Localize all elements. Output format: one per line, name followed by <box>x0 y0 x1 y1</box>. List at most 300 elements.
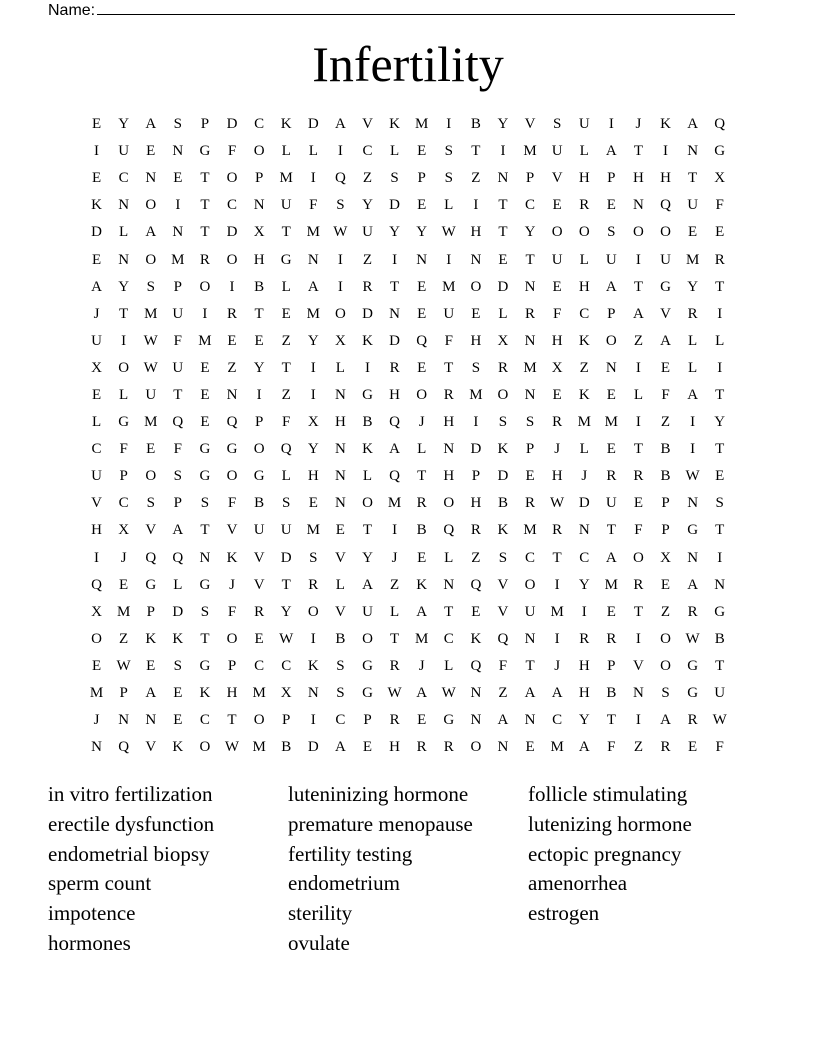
grid-letter[interactable]: V <box>226 522 238 539</box>
grid-letter[interactable]: W <box>224 739 240 756</box>
grid-letter[interactable]: E <box>362 739 373 756</box>
grid-letter[interactable]: O <box>307 603 319 620</box>
grid-letter[interactable]: N <box>226 386 238 403</box>
grid-letter[interactable]: F <box>498 657 508 674</box>
grid-letter[interactable]: I <box>337 251 343 268</box>
grid-letter[interactable]: B <box>470 116 481 133</box>
grid-letter[interactable]: N <box>470 712 482 729</box>
grid-letter[interactable]: I <box>94 143 100 160</box>
grid-letter[interactable]: S <box>498 549 508 566</box>
grid-letter[interactable]: U <box>605 495 617 512</box>
grid-letter[interactable]: J <box>93 305 100 322</box>
grid-letter[interactable]: C <box>525 549 536 566</box>
grid-letter[interactable]: M <box>442 278 456 295</box>
grid-letter[interactable]: H <box>443 414 455 431</box>
grid-letter[interactable]: L <box>715 332 725 349</box>
grid-letter[interactable]: X <box>714 170 726 187</box>
grid-letter[interactable]: I <box>392 251 398 268</box>
grid-letter[interactable]: U <box>524 603 536 620</box>
grid-letter[interactable]: T <box>715 441 725 458</box>
grid-letter[interactable]: T <box>471 143 481 160</box>
grid-letter[interactable]: M <box>685 251 700 268</box>
grid-letter[interactable]: I <box>473 197 479 214</box>
grid-letter[interactable]: K <box>172 630 184 647</box>
grid-letter[interactable]: O <box>470 739 482 756</box>
grid-letter[interactable]: D <box>389 332 400 349</box>
grid-letter[interactable]: M <box>306 224 320 241</box>
grid-letter[interactable]: H <box>470 495 482 512</box>
grid-letter[interactable]: W <box>550 495 565 512</box>
grid-letter[interactable]: T <box>281 576 291 593</box>
grid-letter[interactable]: B <box>335 630 346 647</box>
grid-letter[interactable]: K <box>578 332 590 349</box>
grid-letter[interactable]: Q <box>334 170 346 187</box>
grid-letter[interactable]: F <box>715 197 724 214</box>
grid-letter[interactable]: I <box>94 549 100 566</box>
grid-letter[interactable]: E <box>146 143 156 160</box>
grid-letter[interactable]: E <box>173 712 183 729</box>
grid-letter[interactable]: E <box>173 685 183 702</box>
grid-letter[interactable]: Z <box>471 170 481 187</box>
grid-letter[interactable]: B <box>416 522 427 539</box>
grid-letter[interactable]: M <box>577 414 591 431</box>
grid-letter[interactable]: M <box>469 386 483 403</box>
grid-letter[interactable]: H <box>389 739 400 756</box>
grid-letter[interactable]: S <box>661 685 670 702</box>
grid-letter[interactable]: W <box>441 224 456 241</box>
grid-letter[interactable]: G <box>118 414 130 431</box>
grid-letter[interactable]: K <box>199 685 211 702</box>
grid-letter[interactable]: P <box>661 495 670 512</box>
grid-letter[interactable]: S <box>146 278 155 295</box>
grid-letter[interactable]: K <box>470 630 482 647</box>
grid-letter[interactable]: I <box>310 630 316 647</box>
grid-letter[interactable]: I <box>635 251 641 268</box>
grid-letter[interactable]: E <box>606 197 616 214</box>
grid-letter[interactable]: T <box>633 143 643 160</box>
grid-letter[interactable]: H <box>578 170 590 187</box>
grid-letter[interactable]: P <box>227 657 237 674</box>
grid-letter[interactable]: O <box>633 224 644 241</box>
grid-letter[interactable]: F <box>119 441 128 458</box>
grid-letter[interactable]: I <box>473 414 479 431</box>
grid-letter[interactable]: W <box>279 630 294 647</box>
grid-letter[interactable]: T <box>281 359 291 376</box>
grid-letter[interactable]: G <box>660 278 671 295</box>
grid-letter[interactable]: U <box>118 143 130 160</box>
grid-letter[interactable]: H <box>470 224 482 241</box>
grid-letter[interactable]: O <box>253 441 265 458</box>
grid-letter[interactable]: A <box>605 278 617 295</box>
grid-letter[interactable]: E <box>552 197 562 214</box>
grid-letter[interactable]: D <box>470 441 482 458</box>
grid-letter[interactable]: X <box>497 332 509 349</box>
grid-letter[interactable]: P <box>661 522 670 539</box>
grid-letter[interactable]: I <box>337 143 343 160</box>
grid-letter[interactable]: T <box>119 305 129 322</box>
grid-letter[interactable]: E <box>146 441 156 458</box>
grid-letter[interactable]: E <box>335 522 345 539</box>
grid-letter[interactable]: N <box>334 441 346 458</box>
grid-letter[interactable]: O <box>145 197 157 214</box>
grid-letter[interactable]: N <box>145 170 157 187</box>
grid-letter[interactable]: P <box>173 495 182 512</box>
grid-letter[interactable]: Y <box>497 116 509 133</box>
grid-letter[interactable]: F <box>552 305 562 322</box>
grid-letter[interactable]: E <box>715 468 725 485</box>
grid-letter[interactable]: D <box>91 224 102 241</box>
grid-letter[interactable]: P <box>200 116 210 133</box>
grid-letter[interactable]: L <box>281 143 291 160</box>
grid-letter[interactable]: E <box>91 116 102 133</box>
grid-letter[interactable]: U <box>172 305 184 322</box>
grid-letter[interactable]: U <box>172 359 184 376</box>
grid-letter[interactable]: K <box>280 116 292 133</box>
grid-letter[interactable]: E <box>498 251 508 268</box>
grid-letter[interactable]: B <box>714 630 725 647</box>
grid-letter[interactable]: I <box>717 359 723 376</box>
grid-letter[interactable]: T <box>389 278 400 295</box>
grid-letter[interactable]: I <box>392 522 398 539</box>
grid-letter[interactable]: E <box>173 170 183 187</box>
grid-letter[interactable]: G <box>145 576 157 593</box>
grid-letter[interactable]: V <box>145 739 157 756</box>
grid-letter[interactable]: H <box>578 657 590 674</box>
grid-letter[interactable]: I <box>337 278 343 295</box>
grid-letter[interactable]: M <box>144 414 158 431</box>
grid-letter[interactable]: I <box>310 170 316 187</box>
grid-letter[interactable]: B <box>660 441 671 458</box>
grid-letter[interactable]: N <box>172 143 184 160</box>
grid-letter[interactable]: A <box>334 116 346 133</box>
grid-letter[interactable]: N <box>443 441 455 458</box>
grid-letter[interactable]: Y <box>578 712 590 729</box>
grid-letter[interactable]: Y <box>253 359 265 376</box>
grid-letter[interactable]: U <box>443 305 455 322</box>
grid-letter[interactable]: P <box>417 170 426 187</box>
grid-letter[interactable]: R <box>227 305 238 322</box>
grid-letter[interactable]: L <box>173 576 183 593</box>
grid-letter[interactable]: J <box>635 116 642 133</box>
grid-letter[interactable]: E <box>471 603 481 620</box>
grid-letter[interactable]: E <box>254 332 264 349</box>
grid-letter[interactable]: J <box>391 549 398 566</box>
grid-letter[interactable]: E <box>417 712 427 729</box>
grid-letter[interactable]: O <box>199 739 211 756</box>
grid-letter[interactable]: T <box>200 197 210 214</box>
grid-letter[interactable]: G <box>199 143 211 160</box>
grid-letter[interactable]: R <box>199 251 210 268</box>
grid-letter[interactable]: U <box>714 685 726 702</box>
grid-letter[interactable]: W <box>685 630 700 647</box>
grid-letter[interactable]: A <box>389 441 400 458</box>
grid-letter[interactable]: N <box>118 712 130 729</box>
grid-letter[interactable]: E <box>606 603 616 620</box>
grid-letter[interactable]: L <box>91 414 102 431</box>
grid-letter[interactable]: M <box>252 685 266 702</box>
grid-letter[interactable]: G <box>687 657 699 674</box>
grid-letter[interactable]: P <box>525 170 535 187</box>
grid-letter[interactable]: Q <box>470 576 482 593</box>
grid-letter[interactable]: M <box>306 522 320 539</box>
grid-letter[interactable]: D <box>226 116 238 133</box>
grid-letter[interactable]: U <box>91 332 102 349</box>
grid-letter[interactable]: N <box>633 197 644 214</box>
grid-letter[interactable]: N <box>199 549 211 566</box>
grid-letter[interactable]: G <box>362 657 373 674</box>
grid-letter[interactable]: F <box>227 603 237 620</box>
grid-letter[interactable]: P <box>146 603 155 620</box>
grid-letter[interactable]: T <box>688 170 698 187</box>
grid-letter[interactable]: C <box>335 712 346 729</box>
grid-letter[interactable]: N <box>633 685 644 702</box>
grid-letter[interactable]: E <box>688 739 698 756</box>
grid-letter[interactable]: P <box>525 441 535 458</box>
grid-letter[interactable]: F <box>227 143 237 160</box>
grid-letter[interactable]: N <box>714 576 726 593</box>
grid-letter[interactable]: M <box>604 414 618 431</box>
grid-letter[interactable]: A <box>660 712 671 729</box>
grid-letter[interactable]: L <box>119 386 129 403</box>
grid-letter[interactable]: N <box>253 197 265 214</box>
grid-letter[interactable]: N <box>118 251 130 268</box>
grid-letter[interactable]: I <box>581 603 587 620</box>
grid-letter[interactable]: Z <box>471 549 481 566</box>
grid-letter[interactable]: W <box>143 359 158 376</box>
grid-letter[interactable]: H <box>470 332 482 349</box>
grid-letter[interactable]: R <box>443 739 454 756</box>
grid-letter[interactable]: T <box>715 522 725 539</box>
grid-letter[interactable]: Q <box>226 414 238 431</box>
grid-letter[interactable]: T <box>715 386 725 403</box>
grid-letter[interactable]: V <box>253 576 265 593</box>
grid-letter[interactable]: M <box>523 143 537 160</box>
grid-letter[interactable]: T <box>362 522 373 539</box>
grid-letter[interactable]: Q <box>280 441 292 458</box>
grid-letter[interactable]: D <box>307 739 319 756</box>
grid-letter[interactable]: E <box>417 197 427 214</box>
grid-letter[interactable]: O <box>91 630 102 647</box>
grid-letter[interactable]: H <box>660 170 671 187</box>
grid-letter[interactable]: D <box>578 495 590 512</box>
grid-letter[interactable]: I <box>446 251 452 268</box>
grid-letter[interactable]: E <box>200 386 210 403</box>
grid-letter[interactable]: H <box>389 386 400 403</box>
grid-letter[interactable]: L <box>444 657 454 674</box>
grid-letter[interactable]: E <box>633 495 643 512</box>
grid-letter[interactable]: N <box>578 522 590 539</box>
grid-letter[interactable]: W <box>685 468 700 485</box>
grid-letter[interactable]: R <box>579 630 590 647</box>
grid-letter[interactable]: M <box>116 603 131 620</box>
grid-letter[interactable]: E <box>200 359 210 376</box>
grid-letter[interactable]: K <box>362 332 373 349</box>
grid-letter[interactable]: C <box>281 657 292 674</box>
grid-letter[interactable]: A <box>605 549 617 566</box>
grid-letter[interactable]: K <box>389 116 400 133</box>
grid-letter[interactable]: I <box>256 386 262 403</box>
grid-letter[interactable]: L <box>444 197 454 214</box>
grid-letter[interactable]: R <box>633 468 644 485</box>
grid-letter[interactable]: A <box>605 143 617 160</box>
grid-letter[interactable]: Q <box>172 414 184 431</box>
grid-letter[interactable]: Z <box>227 359 237 376</box>
grid-letter[interactable]: E <box>660 359 671 376</box>
grid-letter[interactable]: G <box>226 441 238 458</box>
grid-letter[interactable]: Q <box>443 522 455 539</box>
grid-letter[interactable]: R <box>714 251 725 268</box>
grid-letter[interactable]: G <box>280 251 292 268</box>
grid-letter[interactable]: O <box>226 170 238 187</box>
grid-letter[interactable]: H <box>633 170 644 187</box>
grid-letter[interactable]: E <box>552 386 562 403</box>
grid-letter[interactable]: Q <box>660 197 671 214</box>
grid-letter[interactable]: M <box>387 495 402 512</box>
grid-letter[interactable]: F <box>715 739 724 756</box>
grid-letter[interactable]: D <box>226 224 238 241</box>
grid-letter[interactable]: W <box>116 657 131 674</box>
grid-letter[interactable]: J <box>581 468 588 485</box>
grid-letter[interactable]: H <box>253 251 265 268</box>
grid-letter[interactable]: N <box>687 495 699 512</box>
grid-letter[interactable]: Q <box>714 116 726 133</box>
grid-letter[interactable]: X <box>280 685 292 702</box>
grid-letter[interactable]: R <box>525 495 536 512</box>
grid-letter[interactable]: L <box>444 549 454 566</box>
grid-letter[interactable]: H <box>334 414 346 431</box>
grid-letter[interactable]: B <box>660 468 671 485</box>
grid-letter[interactable]: X <box>660 549 671 566</box>
grid-letter[interactable]: R <box>552 522 563 539</box>
grid-letter[interactable]: V <box>551 170 563 187</box>
grid-letter[interactable]: J <box>93 712 100 729</box>
grid-letter[interactable]: Z <box>362 170 373 187</box>
grid-letter[interactable]: I <box>608 116 614 133</box>
grid-letter[interactable]: E <box>606 441 616 458</box>
grid-letter[interactable]: T <box>227 712 237 729</box>
grid-letter[interactable]: U <box>362 603 373 620</box>
grid-letter[interactable]: P <box>363 712 372 729</box>
grid-letter[interactable]: N <box>307 685 319 702</box>
grid-letter[interactable]: U <box>362 224 373 241</box>
grid-letter[interactable]: N <box>605 359 617 376</box>
grid-letter[interactable]: M <box>279 170 293 187</box>
grid-letter[interactable]: H <box>578 278 590 295</box>
grid-letter[interactable]: L <box>417 441 427 458</box>
grid-letter[interactable]: G <box>687 685 699 702</box>
grid-letter[interactable]: O <box>633 549 644 566</box>
grid-letter[interactable]: O <box>253 712 265 729</box>
grid-letter[interactable]: B <box>254 278 265 295</box>
grid-letter[interactable]: J <box>554 657 561 674</box>
grid-letter[interactable]: V <box>91 495 102 512</box>
grid-letter[interactable]: C <box>579 549 590 566</box>
grid-letter[interactable]: Z <box>362 251 373 268</box>
grid-letter[interactable]: A <box>660 332 671 349</box>
grid-letter[interactable]: Q <box>389 414 400 431</box>
grid-letter[interactable]: S <box>146 495 155 512</box>
grid-letter[interactable]: S <box>200 495 210 512</box>
grid-letter[interactable]: U <box>145 386 157 403</box>
grid-letter[interactable]: C <box>443 630 454 647</box>
grid-letter[interactable]: O <box>443 495 455 512</box>
grid-letter[interactable]: E <box>91 170 102 187</box>
grid-letter[interactable]: Y <box>714 414 726 431</box>
grid-letter[interactable]: M <box>252 739 266 756</box>
grid-letter[interactable]: Q <box>145 549 157 566</box>
grid-letter[interactable]: C <box>254 116 265 133</box>
grid-letter[interactable]: K <box>497 441 509 458</box>
grid-letter[interactable]: D <box>307 116 319 133</box>
grid-letter[interactable]: P <box>607 170 616 187</box>
grid-letter[interactable]: O <box>334 305 346 322</box>
grid-letter[interactable]: S <box>336 685 345 702</box>
grid-letter[interactable]: F <box>309 197 318 214</box>
grid-letter[interactable]: P <box>471 468 481 485</box>
grid-letter[interactable]: R <box>687 305 698 322</box>
grid-letter[interactable]: V <box>334 603 346 620</box>
grid-letter[interactable]: Z <box>119 630 129 647</box>
grid-letter[interactable]: G <box>687 522 699 539</box>
grid-letter[interactable]: Z <box>660 414 671 431</box>
grid-letter[interactable]: R <box>525 305 536 322</box>
grid-letter[interactable]: N <box>524 630 536 647</box>
grid-letter[interactable]: K <box>145 630 157 647</box>
grid-letter[interactable]: P <box>119 468 128 485</box>
grid-letter[interactable]: P <box>282 712 291 729</box>
grid-letter[interactable]: E <box>91 386 102 403</box>
grid-letter[interactable]: S <box>309 549 318 566</box>
grid-letter[interactable]: B <box>254 495 265 512</box>
grid-letter[interactable]: A <box>145 685 157 702</box>
grid-letter[interactable]: R <box>362 278 373 295</box>
grid-letter[interactable]: N <box>470 251 482 268</box>
grid-letter[interactable]: Y <box>389 224 400 241</box>
grid-letter[interactable]: A <box>91 278 102 295</box>
grid-letter[interactable]: O <box>551 224 563 241</box>
grid-letter[interactable]: O <box>145 251 157 268</box>
grid-letter[interactable]: P <box>607 305 616 322</box>
grid-letter[interactable]: L <box>579 251 589 268</box>
grid-letter[interactable]: M <box>171 251 185 268</box>
grid-letter[interactable]: A <box>145 224 157 241</box>
grid-letter[interactable]: V <box>524 116 536 133</box>
grid-letter[interactable]: J <box>554 441 561 458</box>
grid-letter[interactable]: H <box>443 468 455 485</box>
grid-letter[interactable]: E <box>227 332 237 349</box>
grid-letter[interactable]: X <box>307 414 319 431</box>
grid-letter[interactable]: T <box>444 603 454 620</box>
grid-letter[interactable]: K <box>578 386 590 403</box>
grid-letter[interactable]: S <box>471 359 481 376</box>
grid-letter[interactable]: A <box>145 116 157 133</box>
grid-letter[interactable]: U <box>280 197 292 214</box>
grid-letter[interactable]: S <box>552 116 562 133</box>
grid-letter[interactable]: S <box>498 414 508 431</box>
grid-letter[interactable]: Z <box>633 739 643 756</box>
grid-letter[interactable]: U <box>91 468 102 485</box>
grid-letter[interactable]: X <box>253 224 265 241</box>
grid-letter[interactable]: U <box>605 251 617 268</box>
grid-letter[interactable]: M <box>306 305 320 322</box>
grid-letter[interactable]: T <box>498 197 508 214</box>
grid-letter[interactable]: Y <box>362 549 373 566</box>
grid-letter[interactable]: R <box>389 657 400 674</box>
grid-letter[interactable]: G <box>199 441 211 458</box>
grid-letter[interactable]: Y <box>524 224 536 241</box>
grid-letter[interactable]: Y <box>307 332 319 349</box>
grid-letter[interactable]: E <box>417 549 427 566</box>
